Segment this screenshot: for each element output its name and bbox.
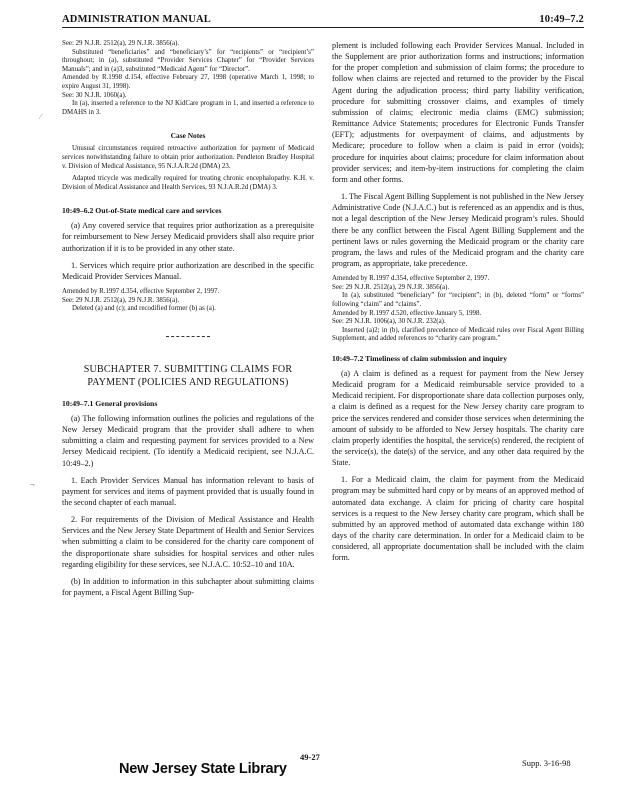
- history-note: Amended by R.1997 d.354, effective September 2, 1997.: [332, 275, 490, 283]
- paragraph: 1. The Fiscal Agent Billing Supplement is not published in the New Jersey Administrative Code (N.J.A.C.) but is referenced as an appendix and is thus, not a legal description of the New Jersey Medicaid program’s rules. Should there be any conflict between the Fiscal Agent Billing Supplement and the pertinent laws or rules governing the Medicaid program or the charity care program, the laws and rules of the Medicaid program and the charity care program, as appropriate, take precedence.: [332, 192, 584, 268]
- paragraph: (a) The following information outlines the policies and regulations of the New Jersey Medicaid program that the provider shall adhere to when submitting a claim and requesting payment for services provided to a New Jersey Medicaid recipient. (To identify a Medicaid recipient, see N.J.A.C. 10:49–2.): [62, 413, 314, 468]
- right-column: [332, 40, 584, 564]
- history-note: See: 29 N.J.R. 2512(a), 29 N.J.R. 3856(a).: [62, 40, 180, 47]
- history-note: Substituted “beneficiaries” and “beneficiary’s” for “recipients” or “recipient’s” throughout; in (a), substituted “Provider Services Chapter” for “Provider Services Manuals”; and in (a)3, substituted “Medicaid Agent” for “Director”.: [62, 48, 314, 73]
- section-heading-6-2: 10:49–6.2 Out-of-State medical care and services: [62, 206, 222, 216]
- margin-mark: ⁄: [40, 112, 42, 121]
- paragraph: plement is included following each Provider Services Manual. Included in the Supplement are prior authorization forms and instructions; information for the proper completion and submission of claim forms; the procedure to follow when claims are rejected and returned to the provider by the Fiscal Agent during the adjudication process; third party liability verification, procedure for submitting crossover claims, and examples of timely submission of claims; electronic media claims (EMC) submission; Remittance Advice Statements; procedures for Electronic Funds Transfer (EFT); adjustments for overpayment of claims, and adjustments by Medicare; procedure to follow when a claim is paid in error (voids); procedure for inquiries about claims; procedure for claim information about provider services; and item-by-item instructions for completing the claim form and other forms.: [332, 41, 584, 184]
- history-note: See: 29 N.J.R. 2512(a), 29 N.J.R. 3856(a).: [62, 296, 180, 304]
- left-column: [62, 40, 314, 598]
- history-note: See: 29 N.J.R. 2512(a), 29 N.J.R. 3856(a).: [332, 283, 450, 291]
- page-number: 49-27: [300, 752, 320, 762]
- library-stamp: New Jersey State Library: [119, 761, 287, 777]
- history-note: Amended by R.1997 d.354, effective September 2, 1997.: [62, 288, 220, 296]
- section-heading-7-1: 10:49–7.1 General provisions: [62, 398, 158, 408]
- history-note: In (a), inserted a reference to the NJ KidCare program in 1, and inserted a reference to DMAHS in 3.: [62, 100, 314, 116]
- paragraph: 1. Services which require prior authorization are described in the specific Medicaid Provider Services Manual.: [62, 260, 314, 281]
- header-section-range: 10:49–7.2: [539, 14, 584, 25]
- paragraph: (a) Any covered service that requires prior authorization as a prerequisite for reimbursement to New Jersey Medicaid providers shall also require prior authorization if it is to be provided in any other state.: [62, 221, 314, 253]
- paragraph: 1. For a Medicaid claim, the claim for payment from the Medicaid program may be submitted hard copy or by means of an approved method of automated data exchange. A claim for pricing of charity care hospital services is a request to the New Jersey charity care program, which shall be submitted by an approved method of automated data exchange within 180 days of the charity care determination. In order for a Medicaid claim to be considered, all appropriate documentation shall be included with the claim form.: [332, 475, 584, 563]
- history-note: Inserted (a)2; in (b), clarified precedence of Medicaid rules over Fiscal Agent Billing Supplement, and added references to “charity care program.”: [332, 326, 584, 343]
- history-note: See: 30 N.J.R. 1060(a).: [62, 91, 127, 99]
- running-header: [62, 14, 584, 28]
- case-notes-heading: Case Notes: [170, 131, 206, 141]
- history-note: Amended by R.1998 d.154, effective February 27, 1998 (operative March 1, 1998; to expire August 31, 1998).: [62, 74, 314, 90]
- history-note: Deleted (a) and (c); and recodified former (b) as (a).: [72, 305, 216, 313]
- margin-mark: ¬: [30, 480, 35, 489]
- section-heading-7-2: 10:49–7.2 Timeliness of claim submission and inquiry: [332, 353, 508, 363]
- paragraph: 1. Each Provider Services Manual has information relevant to basis of payment for services and items of payment provided that is usually found in the second chapter of each manual.: [62, 475, 314, 507]
- paragraph: (b) In addition to information in this subchapter about submitting claims for payment, a Fiscal Agent Billing Sup-: [62, 576, 314, 598]
- subchapter-title: SUBCHAPTER 7. SUBMITTING CLAIMS FOR PAYMENT (POLICIES AND REGULATIONS): [83, 363, 293, 388]
- history-note: Amended by R.1997 d.520, effective January 5, 1998.: [332, 309, 482, 317]
- paragraph: (a) A claim is defined as a request for payment from the New Jersey Medicaid program for a Medicaid reimbursable service provided to a Medicaid recipient. For disproportionate share data collection purposes only, a claim is defined as a request for the New Jersey charity care program to price the services rendered and consider those services when determining the amount of subsidy to be afforded to New Jersey hospitals. The charity care claim properly identifies the hospital, the service(s) rendered, the recipient of the service(s), the date(s) of the service, and any other data required by the State.: [332, 368, 584, 468]
- header-title: ADMINISTRATION MANUAL: [62, 14, 211, 25]
- history-note: See: 29 N.J.R. 1006(a), 30 N.J.R. 232(a).: [332, 318, 446, 326]
- case-note: Adapted tricycle was medically required for treating chronic encephalopathy. K.H. v. Division of Medical Assistance and Health Services, 93 N.J.A.R.2d (DMA) 3.: [62, 175, 314, 191]
- case-note: Unusual circumstances required retroactive authorization for payment of Medicaid services notwithstanding failure to obtain prior authorization. Pendleton Bradley Hospital v. Division of Medical Assistance, 95 N.J.A.R.2d (DMA) 23.: [62, 145, 314, 170]
- history-note: In (a), substituted “beneficiary” for “recipient”; in (b), deleted “form” or “forms” following “claim” and “claims”.: [332, 292, 584, 308]
- supplement-date: Supp. 3-16-98: [522, 758, 571, 768]
- paragraph: 2. For requirements of the Division of Medical Assistance and Health Services and the New Jersey State Department of Health and Senior Services when submitting a claim to be considered for the charity care component of the disproportionate share subsidies for hospital services and other rules regarding eligibility for these services, see N.J.A.C. 10:52–10 and 10A.: [62, 515, 314, 569]
